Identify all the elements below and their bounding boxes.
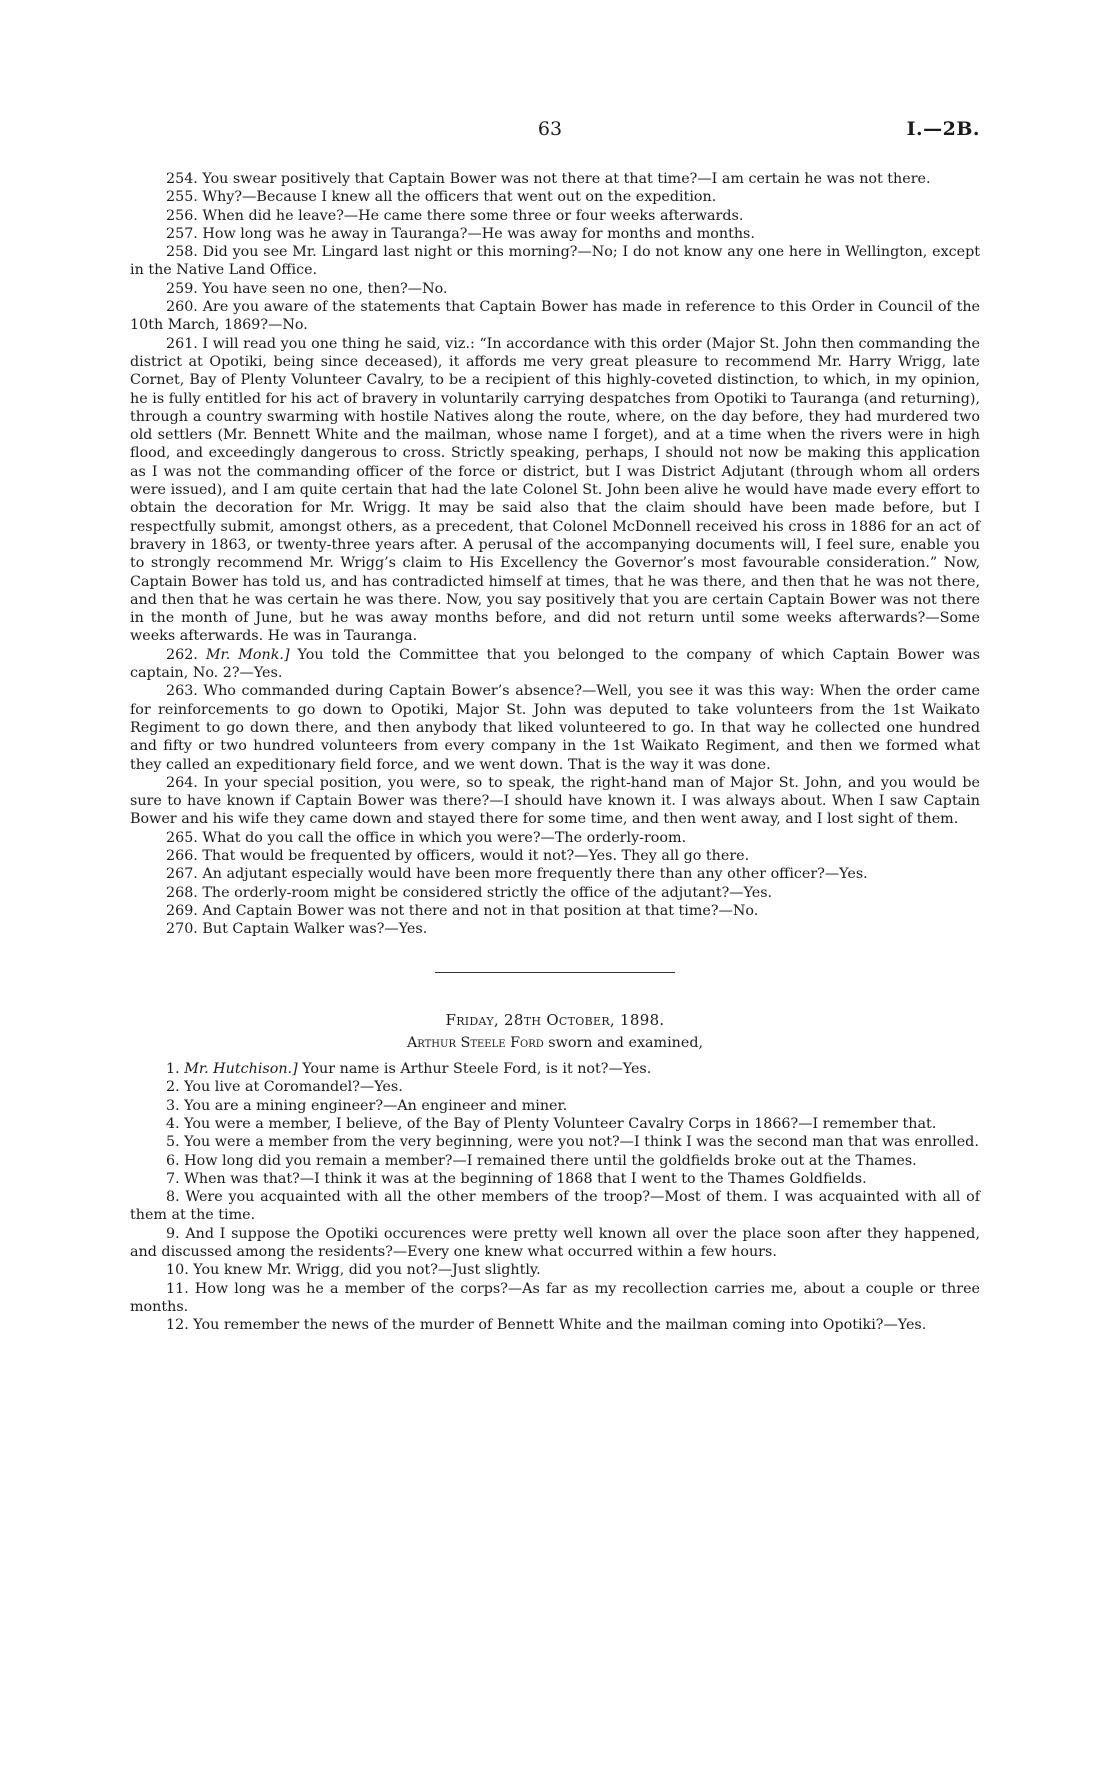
question-text: 10. You knew Mr. Wrigg, did you not?—Just slightly.	[166, 1262, 541, 1279]
question-paragraph	[130, 170, 980, 188]
document-reference: I.—2B.	[906, 118, 980, 140]
question-paragraph	[130, 243, 980, 280]
witness-heading	[130, 1034, 980, 1052]
question-paragraph	[130, 774, 980, 829]
question-paragraph	[130, 829, 980, 847]
question-text: 9. And I suppose the Opotiki occurences were pretty well known all over the place soon after they happened, and discussed among the residents?—Every one knew what occurred within a few hours.	[130, 1225, 980, 1261]
page-header	[130, 118, 980, 148]
question-paragraph	[130, 188, 980, 206]
question-paragraph	[130, 1152, 980, 1170]
question-text: 260. Are you aware of the statements that Captain Bower has made in reference to this Order in Council of the 10th March, 1869?—No.	[130, 299, 980, 334]
question-paragraph	[130, 298, 980, 335]
question-paragraph	[130, 1261, 980, 1279]
speaker-name: Mr. Hutchison.]	[184, 1061, 298, 1078]
question-paragraph	[130, 1060, 980, 1078]
question-text: 266. That would be frequented by officers, would it not?—Yes. They all go there.	[166, 847, 750, 864]
question-text: 270. But Captain Walker was?—Yes.	[166, 921, 428, 938]
question-text: 8. Were you acquainted with all the other members of the troop?—Most of them. I was acquainted with all of them at the time.	[130, 1189, 980, 1224]
question-text: 261. I will read you one thing he said, viz.: “In accordance with this order (Major St. John then commanding the district at Opotiki, being since deceased), it affords me very great pleasure to recommend Mr. Harry Wrigg, late Cornet, Bay of Plenty Volunteer Cavalry, to be a recipient of this highly-coveted distinction, to which, in my opinion, he is fully entitled for his act of bravery in voluntarily carrying despatches from Opotiki to Tauranga (and returning), through a country swarming with hostile Natives along the route, where, on the day before, they had murdered two old settlers (Mr. Bennett White and the mailman, whose name I forget), and at a time when the rivers were in high flood, and exceedingly dangerous to cross. Strictly speaking, perhaps, I should not now be making this application as I was not the commanding officer of the force or district, but I was District Adjutant (through whom all orders were issued), and I am quite certain that had the late Colonel St. John been alive he would have made every effort to obtain the decoration for Mr. Wrigg. It may be said also that the claim should have been made before, but I respectfully submit, amongst others, as a precedent, that Colonel McDonnell received his cross in 1886 for an act of bravery in 1863, or twenty-three years after. A perusal of the accompanying documents will, I feel sure, enable you to strongly recommend Mr. Wrigg’s claim to His Excellency the Governor’s most favourable consideration.” Now, Captain Bower has told us, and has contradicted himself at times, that he was there, and then that he was not there, and then that he was certain he was there. Now, you say positively that you are certain Captain Bower was not there in the month of June, but he was away months before, and did not return until some weeks afterwards?—Some weeks afterwards. He was in Tauranga.	[130, 335, 980, 645]
question-paragraph	[130, 884, 980, 902]
question-text: 4. You were a member, I believe, of the Bay of Plenty Volunteer Cavalry Corps in 1866?—I remember that.	[166, 1115, 937, 1132]
question-paragraph	[130, 847, 980, 865]
speaker-name: Mr. Monk.]	[205, 646, 290, 663]
question-text: 12. You remember the news of the murder of Bennett White and the mailman coming into Opotiki?—Yes.	[166, 1317, 927, 1334]
question-text: Your name is Arthur Steele Ford, is it not?—Yes.	[297, 1061, 652, 1078]
question-paragraph	[130, 1115, 980, 1133]
question-text: 7. When was that?—I think it was at the beginning of 1868 that I went to the Thames Goldfields.	[166, 1170, 867, 1187]
question-paragraph	[130, 225, 980, 243]
witness-name: Arthur Steele Ford	[406, 1034, 544, 1051]
question-paragraph	[130, 682, 980, 773]
question-text: 263. Who commanded during Captain Bower’s absence?—Well, you see it was this way: When the order came for reinforcements to go down to Opotiki, Major St. John was deputed to take volunteers from the 1st Waikato Regiment to go down there, and then anybody that liked volunteered to go. In that way he collected one hundred and fifty or two hundred volunteers from every company in the 1st Waikato Regiment, and then we formed what they called an expeditionary field force, and we went down. That is the way it was done.	[130, 683, 980, 773]
question-text: 267. An adjutant especially would have been more frequently there than any other officer?—Yes.	[166, 866, 868, 883]
question-paragraph	[130, 207, 980, 225]
question-paragraph	[130, 646, 980, 683]
question-text: 11. How long was he a member of the corps?—As far as my recollection carries me, about a couple or three months.	[130, 1280, 980, 1315]
question-text: 6. How long did you remain a member?—I remained there until the goldfields broke out at the Thames.	[166, 1152, 917, 1169]
question-paragraph	[130, 1280, 980, 1317]
question-number: 1.	[166, 1061, 185, 1078]
question-paragraph	[130, 1078, 980, 1096]
question-text: 257. How long was he away in Tauranga?—He was away for months and months.	[166, 225, 755, 242]
question-paragraph	[130, 865, 980, 883]
question-text: 3. You are a mining engineer?—An engineer and miner.	[166, 1097, 568, 1114]
question-text: 265. What do you call the office in which you were?—The orderly-room.	[166, 829, 687, 846]
testimony-section-1	[130, 170, 980, 938]
question-number: 262.	[166, 646, 206, 663]
question-paragraph	[130, 902, 980, 920]
date-heading: Friday, 28th October, 1898.	[445, 1011, 665, 1030]
section-divider	[435, 972, 675, 973]
question-paragraph	[130, 1316, 980, 1334]
question-paragraph	[130, 920, 980, 938]
testimony-section-2	[130, 1060, 980, 1334]
question-paragraph	[130, 1188, 980, 1225]
question-paragraph	[130, 1225, 980, 1262]
question-text: 256. When did he leave?—He came there some three or four weeks afterwards.	[166, 207, 744, 224]
question-text: 254. You swear positively that Captain Bower was not there at that time?—I am certain he was not there.	[166, 171, 931, 187]
question-text: 268. The orderly-room might be considered strictly the office of the adjutant?—Yes.	[166, 884, 773, 901]
question-text: 5. You were a member from the very beginning, were you not?—I think I was the second man that was enrolled.	[166, 1134, 979, 1151]
question-paragraph	[130, 1170, 980, 1188]
question-text: 255. Why?—Because I knew all the officers that went out on the expedition.	[166, 189, 717, 206]
question-text: 264. In your special position, you were, so to speak, the right-hand man of Major St. John, and you would be sure to have known if Captain Bower was there?—I should have known it. I was always about. When I saw Captain Bower and his wife they came down and stayed there for some time, and then went away, and I lost sight of them.	[130, 774, 980, 828]
question-text: 258. Did you see Mr. Lingard last night or this morning?—No; I do not know any one here in Wellington, except in the Native Land Office.	[130, 244, 980, 279]
question-paragraph	[130, 280, 980, 298]
question-text: 269. And Captain Bower was not there and not in that position at that time?—No.	[166, 902, 759, 919]
document-body	[130, 170, 980, 1335]
question-paragraph	[130, 1097, 980, 1115]
question-paragraph	[130, 335, 980, 646]
question-paragraph	[130, 1133, 980, 1151]
question-text: 259. You have seen no one, then?—No.	[166, 280, 448, 297]
witness-status: sworn and examined,	[543, 1034, 704, 1051]
question-text: You told the Committee that you belonged to the company of which Captain Bower was captain, No. 2?—Yes.	[130, 646, 980, 682]
page-number: 63	[537, 118, 563, 140]
question-text: 2. You live at Coromandel?—Yes.	[166, 1079, 403, 1096]
